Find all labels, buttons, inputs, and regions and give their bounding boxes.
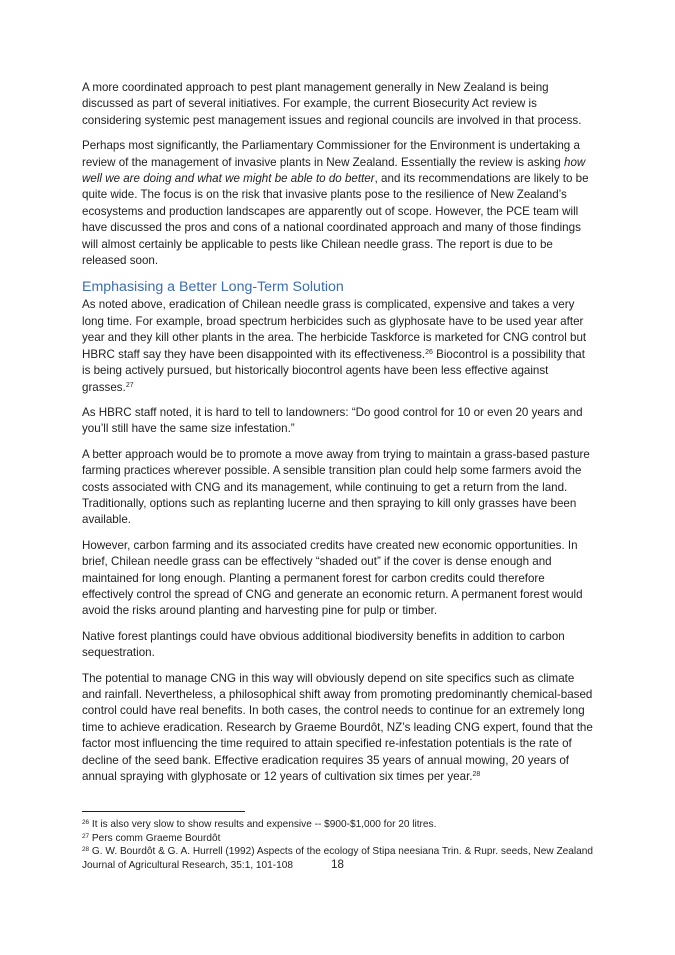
paragraph-text: A more coordinated approach to pest plant management generally in New Zealand is being discussed as part of several initiatives. For example, the current Biosecurity Act review is considering systemic pest management issues and regional councils are involved in that process.: [82, 81, 582, 127]
emphasis-text: how well we are doing and what we might be able to do better: [82, 155, 586, 186]
section-heading: Emphasising a Better Long-Term Solution: [82, 279, 344, 296]
paragraph-text: A better approach would be to promote a move away from trying to maintain a grass-based pasture farming practices wherever possible. A sensible transition plan could help some farmers avoid the costs associated with CNG and its management, while continuing to get a return from the land. Traditionally, options such as replanting lucerne and then spraying to kill only grasses have been available.: [82, 447, 590, 527]
paragraph-pest-management: [82, 80, 594, 129]
body-text: [82, 80, 594, 794]
footnote-text: It is also very slow to show results and expensive -- $900-$1,000 for 20 litres.: [89, 819, 437, 830]
footnote-number: 27: [82, 832, 90, 840]
paragraph-carbon-farming: [82, 538, 594, 620]
footnote-ref-26[interactable]: 26: [425, 348, 433, 356]
paragraph-manage-cng: [82, 671, 594, 786]
paragraph-hbrc-quote: [82, 405, 594, 438]
paragraph-text: The potential to manage CNG in this way will obviously depend on site specifics such as climate and rainfall. Nevertheless, a philosophical shift away from promoting predominantly chemical-based control could have real benefits. In both cases, the control needs to continue for an extremely long time to achieve eradication. Research by Graeme Bourdôt, NZ’s leading CNG expert, found that the factor most influencing the time required to attain specified re-infestation potentials is the rate of decline of the seed bank. Effective eradication requires 35 years of annual mowing, 20 years of annual spraying with glyphosate or 12 years of cultivation six times per year.: [82, 671, 593, 784]
paragraph-text: As noted above, eradication of Chilean needle grass is complicated, expensive and takes a very long time. For example, broad spectrum herbicides such as glyphosate have to be used year after year and they kill other plants in the area. The herbicide Taskforce is marketed for CNG control but HBRC staff say they have been disappointed with its effectiveness.: [82, 298, 587, 361]
paragraph-native-forest: [82, 629, 594, 662]
paragraph-text: Biocontrol is a possibility that is being actively pursued, but historically biocontrol agents have been less effective against grasses.: [82, 347, 585, 394]
paragraph-better-approach: [82, 447, 594, 529]
footnote-separator: [82, 811, 245, 812]
footnote-ref-27[interactable]: 27: [125, 381, 134, 389]
footnote-26: [82, 818, 594, 832]
paragraph-text: As HBRC staff noted, it is hard to tell to landowners: “Do good control for 10 or even 20 years and you’ll still have the same size infestation.”: [82, 405, 583, 436]
paragraph-text: , and its recommendations are likely to be quite wide. The focus is on the risk that invasive plants pose to the resilience of New Zealand’s ecosystems and production landscapes are apparently out of scope. However, the PCE team will have discussed the pros and cons of a national coordinated approach and many of those findings will almost certainly be applicable to pests like Chilean needle grass. The report is due to be released soon.: [82, 172, 589, 268]
footnote-number: 26: [82, 819, 90, 826]
footnote-text: G. W. Bourdôt & G. A. Hurrell (1992) Aspects of the ecology of Stipa neesiana Trin. & Rupr. seeds, New Zealand Journal of Agricultural Research, 35:1, 101-108: [82, 846, 593, 871]
paragraph-eradication: [82, 297, 594, 395]
page-number: 18: [331, 858, 344, 871]
paragraph-pce-review: [82, 138, 594, 269]
paragraph-text: However, carbon farming and its associated credits have created new economic opportunities. In brief, Chilean needle grass can be effectively “shaded out” if the cover is dense enough and maintained for long enough. Planting a permanent forest for carbon credits could therefore effectively control the spread of CNG and generate an economic return. A permanent forest would avoid the risks around planting and harvesting pine for pulp or timber.: [82, 538, 583, 618]
paragraph-text: Native forest plantings could have obvious additional biodiversity benefits in addition to carbon sequestration.: [82, 629, 565, 660]
footnote-text: Pers comm Graeme Bourdôt: [89, 832, 221, 844]
footnote-number: 28: [82, 846, 90, 854]
footnote-ref-28[interactable]: 28: [472, 771, 481, 779]
footnote-27: [82, 832, 594, 846]
paragraph-text: Perhaps most significantly, the Parliamentary Commissioner for the Environment is undertaking a review of the management of invasive plants in New Zealand. Essentially the review is asking: [82, 139, 580, 169]
